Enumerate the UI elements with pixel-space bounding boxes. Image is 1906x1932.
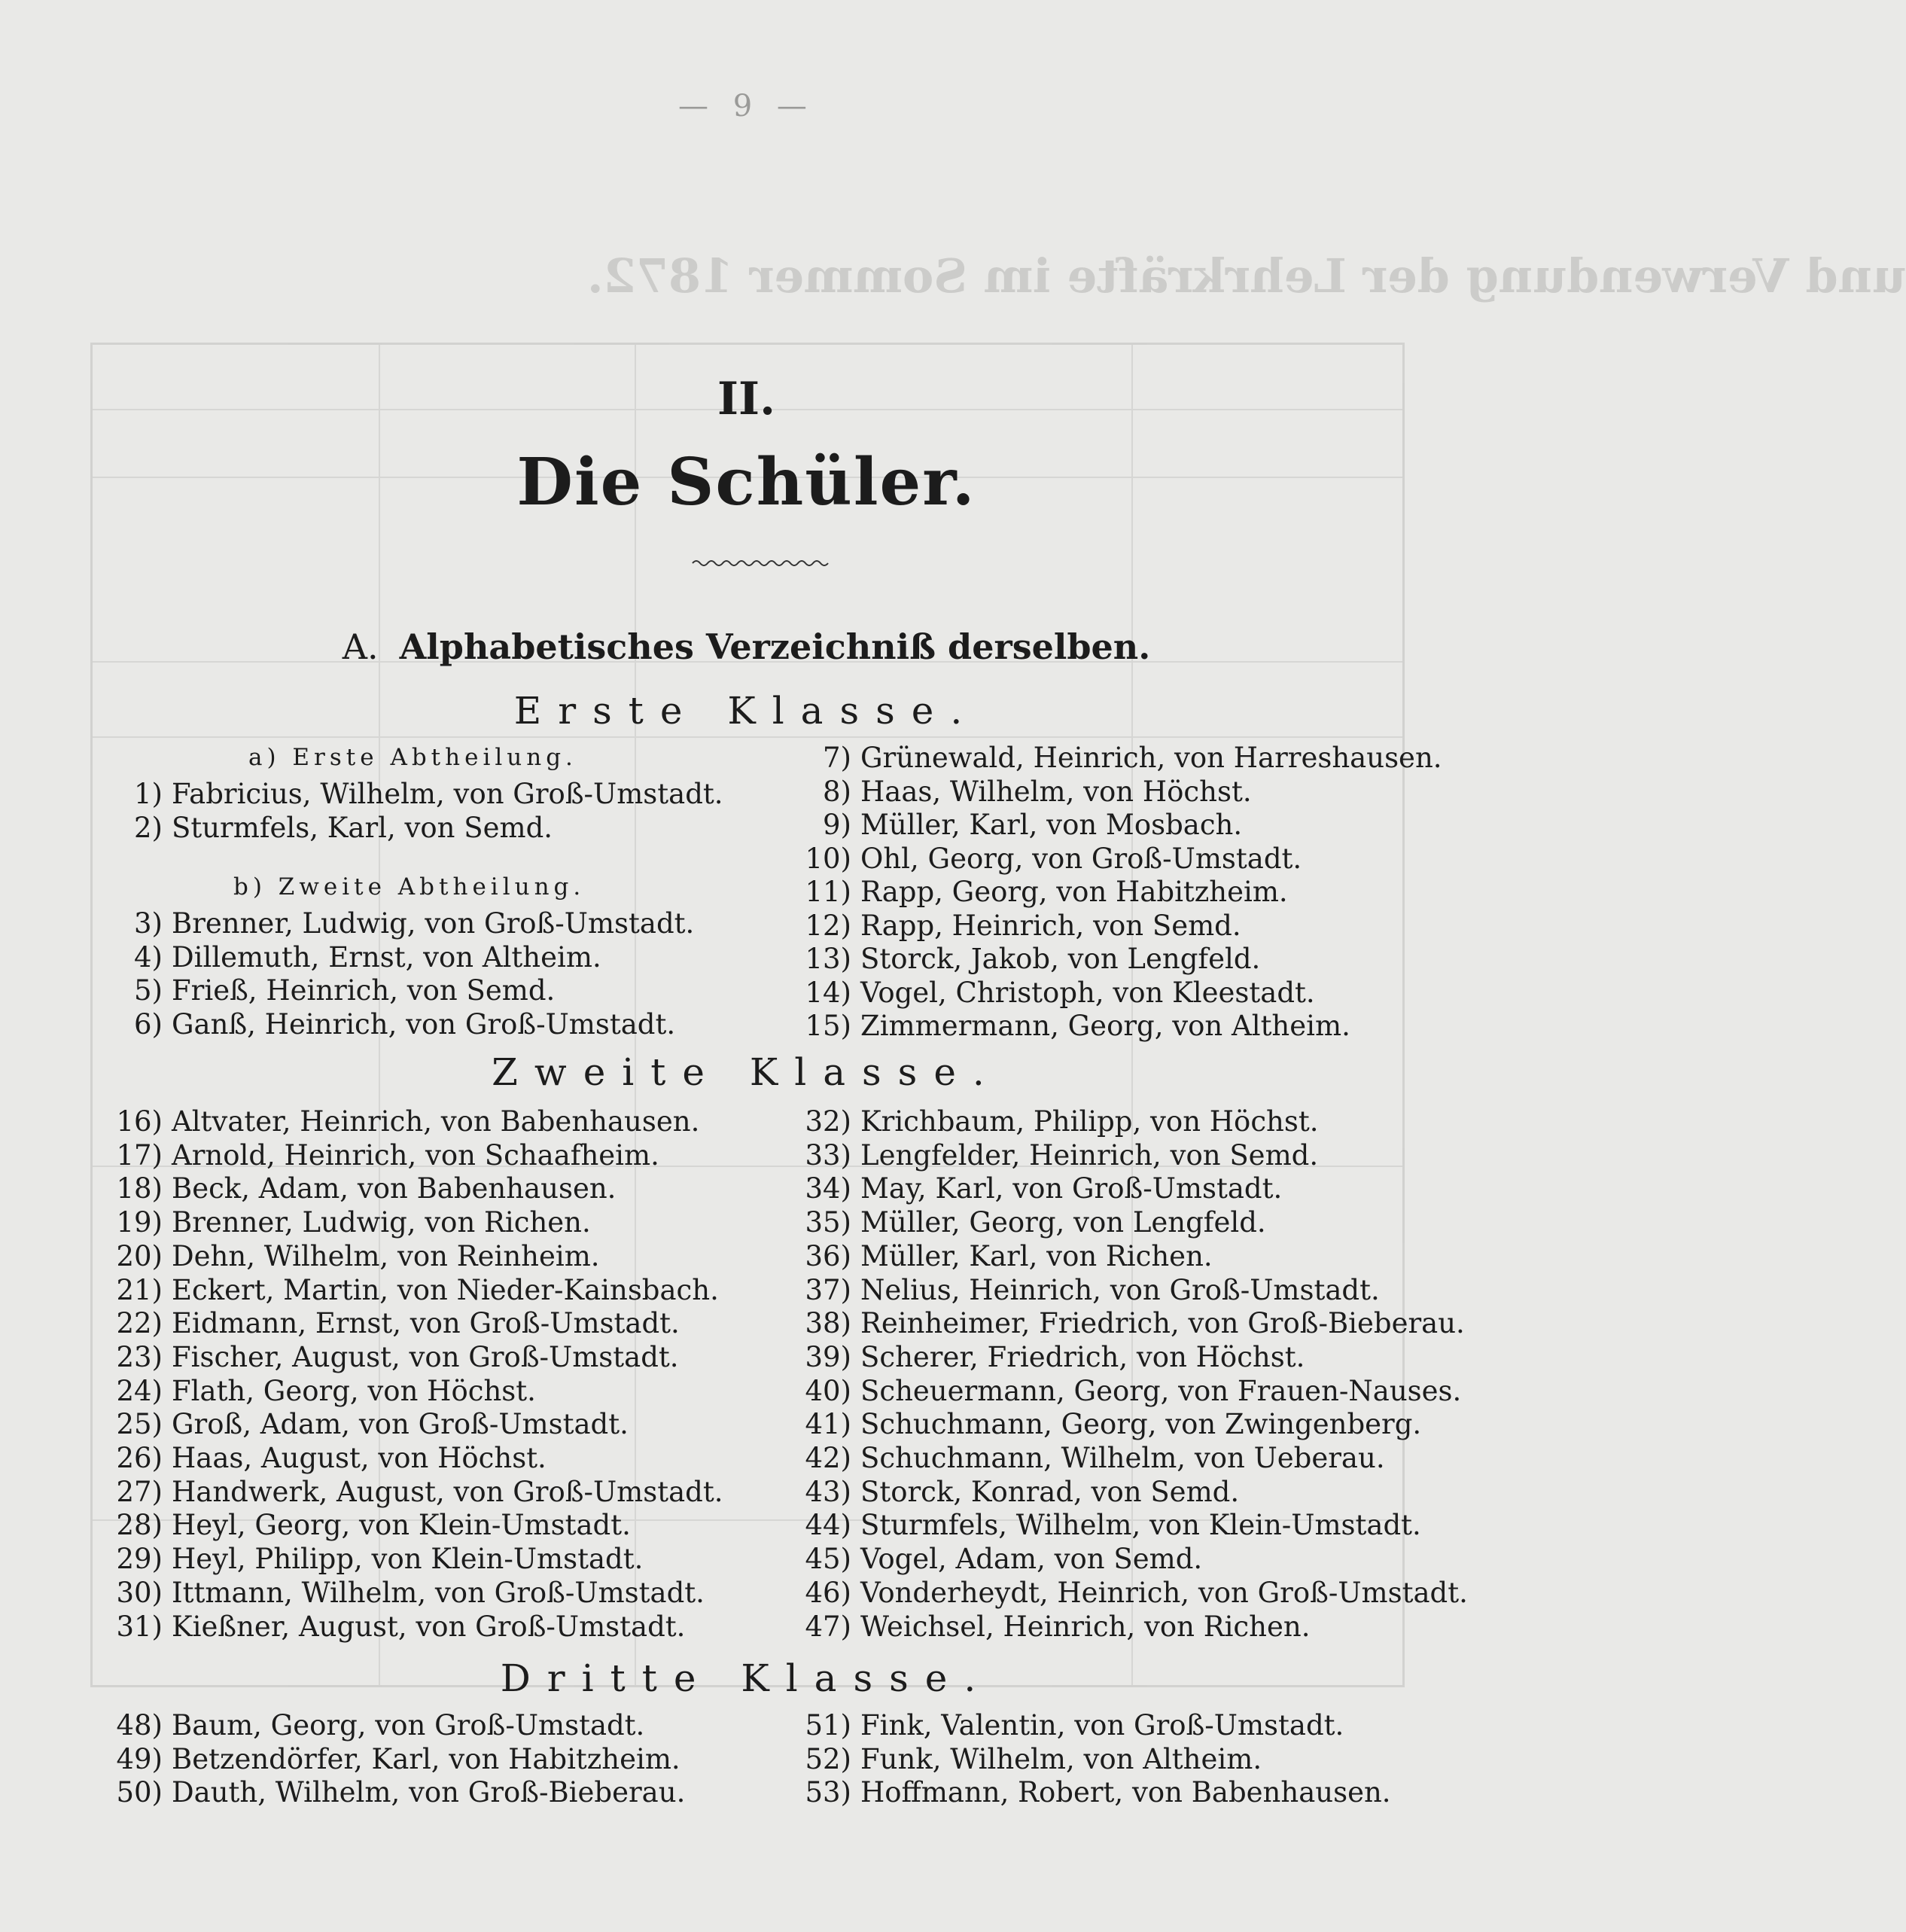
student-entry bbox=[779, 1543, 1202, 1576]
student-entry bbox=[779, 809, 1242, 842]
student-number: 1) bbox=[134, 778, 163, 810]
student-number: 16) bbox=[116, 1105, 163, 1138]
student-name: Sturmfels, Karl, von Semd. bbox=[172, 811, 553, 844]
section-number: II. bbox=[717, 373, 776, 425]
student-name: Grünewald, Heinrich, von Harreshausen. bbox=[860, 742, 1442, 774]
student-entry bbox=[779, 1577, 1468, 1610]
student-entry bbox=[779, 1139, 1318, 1172]
student-name: Vogel, Adam, von Semd. bbox=[860, 1543, 1203, 1576]
student-number: 26) bbox=[116, 1442, 163, 1474]
student-name: Kießner, August, von Groß-Umstadt. bbox=[172, 1610, 686, 1643]
student-number: 34) bbox=[805, 1172, 851, 1205]
student-entry bbox=[779, 1611, 1310, 1644]
student-entry bbox=[779, 742, 1442, 775]
class-heading-zweite: Zweite Klasse. bbox=[492, 1050, 1001, 1094]
subdivision-heading-a: a) Erste Abtheilung. bbox=[248, 744, 577, 771]
student-number: 39) bbox=[805, 1340, 851, 1373]
student-name: Haas, August, von Höchst. bbox=[172, 1442, 547, 1474]
student-number: 4) bbox=[134, 940, 163, 974]
student-name: Flath, Georg, von Höchst. bbox=[172, 1374, 536, 1407]
student-name: Fischer, August, von Groß-Umstadt. bbox=[172, 1340, 679, 1373]
student-entry bbox=[779, 843, 1302, 876]
student-number: 38) bbox=[805, 1307, 851, 1340]
student-name: Frieß, Heinrich, von Semd. bbox=[172, 974, 556, 1007]
student-number: 30) bbox=[116, 1576, 163, 1609]
student-entry bbox=[90, 1543, 643, 1576]
student-entry bbox=[779, 1341, 1305, 1374]
student-number: 5) bbox=[134, 974, 163, 1007]
student-name: Lengfelder, Heinrich, von Semd. bbox=[860, 1138, 1319, 1172]
student-name: Heyl, Philipp, von Klein-Umstadt. bbox=[172, 1543, 644, 1576]
student-name: Vonderheydt, Heinrich, von Groß-Umstadt. bbox=[860, 1576, 1468, 1609]
student-number: 7) bbox=[823, 742, 851, 774]
student-entry bbox=[779, 1509, 1421, 1542]
student-entry bbox=[779, 1010, 1350, 1043]
student-name: Rapp, Georg, von Habitzheim. bbox=[860, 876, 1288, 908]
student-number: 28) bbox=[116, 1509, 163, 1542]
student-number: 40) bbox=[805, 1374, 851, 1407]
student-number: 51) bbox=[805, 1709, 851, 1742]
student-name: Weichsel, Heinrich, von Richen. bbox=[860, 1610, 1311, 1643]
student-entry bbox=[90, 1509, 631, 1542]
student-number: 19) bbox=[116, 1206, 163, 1239]
student-entry bbox=[779, 1743, 1262, 1776]
student-entry bbox=[90, 1611, 685, 1644]
student-entry bbox=[90, 1709, 644, 1742]
student-name: Brenner, Ludwig, von Groß-Umstadt. bbox=[172, 907, 695, 940]
student-name: Baum, Georg, von Groß-Umstadt. bbox=[172, 1709, 645, 1742]
student-name: Fabricius, Wilhelm, von Groß-Umstadt. bbox=[172, 778, 723, 810]
student-name: Dehn, Wilhelm, von Reinheim. bbox=[172, 1239, 600, 1272]
student-name: Reinheimer, Friedrich, von Groß-Bieberau. bbox=[860, 1307, 1465, 1340]
student-entry bbox=[90, 941, 601, 974]
page-title: Die Schüler. bbox=[516, 444, 976, 520]
student-number: 33) bbox=[805, 1138, 851, 1172]
student-number: 45) bbox=[805, 1543, 851, 1576]
student-entry bbox=[90, 1341, 679, 1374]
student-name: Hoffmann, Robert, von Babenhausen. bbox=[860, 1776, 1391, 1809]
student-entry bbox=[779, 1307, 1465, 1340]
student-number: 32) bbox=[805, 1105, 851, 1138]
class-heading-erste: Erste Klasse. bbox=[513, 689, 979, 733]
student-number: 24) bbox=[116, 1374, 163, 1407]
student-number: 53) bbox=[805, 1776, 851, 1809]
student-number: 8) bbox=[823, 775, 851, 808]
student-number: 37) bbox=[805, 1273, 851, 1306]
student-entry bbox=[90, 1408, 629, 1441]
student-number: 21) bbox=[116, 1273, 163, 1306]
student-entry bbox=[779, 1274, 1380, 1307]
subdivision-heading-b: b) Zweite Abtheilung. bbox=[233, 873, 586, 900]
student-number: 12) bbox=[805, 909, 851, 942]
student-entry bbox=[90, 1307, 680, 1340]
student-name: Vogel, Christoph, von Kleestadt. bbox=[860, 976, 1315, 1009]
student-entry bbox=[90, 1743, 680, 1776]
student-entry bbox=[90, 778, 723, 811]
student-entry bbox=[90, 1008, 675, 1041]
student-number: 23) bbox=[116, 1340, 163, 1373]
student-entry bbox=[90, 907, 694, 940]
student-entry bbox=[90, 1274, 719, 1307]
student-number: 14) bbox=[805, 976, 851, 1009]
student-number: 43) bbox=[805, 1475, 851, 1508]
student-entry bbox=[90, 812, 553, 845]
student-number: 49) bbox=[116, 1742, 163, 1775]
student-number: 17) bbox=[116, 1138, 163, 1172]
student-name: Betzendörfer, Karl, von Habitzheim. bbox=[172, 1742, 680, 1775]
student-entry bbox=[90, 974, 555, 1007]
student-entry bbox=[90, 1240, 600, 1273]
student-name: Schuchmann, Wilhelm, von Ueberau. bbox=[860, 1442, 1385, 1474]
student-name: Rapp, Heinrich, von Semd. bbox=[860, 909, 1241, 942]
student-number: 46) bbox=[805, 1576, 851, 1609]
student-entry bbox=[90, 1375, 536, 1408]
student-number: 31) bbox=[116, 1610, 163, 1643]
student-entry bbox=[779, 1240, 1213, 1273]
student-number: 15) bbox=[805, 1010, 851, 1042]
student-entry bbox=[779, 1476, 1239, 1509]
student-name: Arnold, Heinrich, von Schaafheim. bbox=[172, 1138, 659, 1172]
student-entry bbox=[90, 1442, 547, 1475]
student-name: Beck, Adam, von Babenhausen. bbox=[172, 1172, 617, 1205]
student-name: Dillemuth, Ernst, von Altheim. bbox=[172, 940, 601, 974]
student-entry bbox=[90, 1776, 685, 1809]
student-number: 10) bbox=[805, 842, 851, 875]
student-name: Schuchmann, Georg, von Zwingenberg. bbox=[860, 1408, 1422, 1441]
student-name: Handwerk, August, von Groß-Umstadt. bbox=[172, 1475, 723, 1508]
student-name: Müller, Karl, von Mosbach. bbox=[860, 809, 1243, 841]
student-name: Storck, Konrad, von Semd. bbox=[860, 1475, 1240, 1508]
student-number: 35) bbox=[805, 1206, 851, 1239]
student-number: 52) bbox=[805, 1742, 851, 1775]
student-name: Eidmann, Ernst, von Groß-Umstadt. bbox=[172, 1307, 680, 1340]
student-name: Scherer, Friedrich, von Höchst. bbox=[860, 1340, 1305, 1373]
student-number: 2) bbox=[134, 811, 163, 844]
student-name: Müller, Georg, von Lengfeld. bbox=[860, 1206, 1266, 1239]
student-entry bbox=[90, 1206, 591, 1239]
student-entry bbox=[779, 1442, 1385, 1475]
student-entry bbox=[779, 943, 1260, 976]
student-name: Müller, Karl, von Richen. bbox=[860, 1239, 1213, 1272]
student-name: Heyl, Georg, von Klein-Umstadt. bbox=[172, 1509, 631, 1542]
list-heading-mark: A. bbox=[342, 626, 379, 667]
student-entry bbox=[779, 977, 1315, 1010]
student-name: Dauth, Wilhelm, von Groß-Bieberau. bbox=[172, 1776, 686, 1809]
student-number: 27) bbox=[116, 1475, 163, 1508]
student-entry bbox=[779, 910, 1241, 943]
student-entry bbox=[90, 1577, 705, 1610]
student-name: Ganß, Heinrich, von Groß-Umstadt. bbox=[172, 1007, 676, 1041]
class-heading-dritte: Dritte Klasse. bbox=[500, 1656, 993, 1700]
student-number: 25) bbox=[116, 1408, 163, 1441]
ornament-divider bbox=[693, 556, 828, 571]
student-number: 47) bbox=[805, 1610, 851, 1643]
student-entry bbox=[779, 1375, 1461, 1408]
student-name: Eckert, Martin, von Nieder-Kainsbach. bbox=[172, 1273, 719, 1306]
student-entry bbox=[90, 1476, 723, 1509]
student-number: 44) bbox=[805, 1509, 851, 1542]
student-entry bbox=[779, 1408, 1421, 1441]
student-name: Ittmann, Wilhelm, von Groß-Umstadt. bbox=[172, 1576, 705, 1609]
student-entry bbox=[779, 876, 1288, 909]
student-number: 41) bbox=[805, 1408, 851, 1441]
student-number: 18) bbox=[116, 1172, 163, 1205]
bleed-through-heading: und Verwendung der Lehrkräfte im Sommer 1872. bbox=[587, 248, 1906, 303]
student-number: 11) bbox=[805, 876, 851, 908]
student-entry bbox=[779, 1776, 1391, 1809]
student-name: Groß, Adam, von Groß-Umstadt. bbox=[172, 1408, 629, 1441]
page-number: — 9 — bbox=[678, 89, 814, 123]
student-number: 13) bbox=[805, 943, 851, 975]
student-name: Zimmermann, Georg, von Altheim. bbox=[860, 1010, 1350, 1042]
student-name: Nelius, Heinrich, von Groß-Umstadt. bbox=[860, 1273, 1380, 1306]
student-number: 22) bbox=[116, 1307, 163, 1340]
student-entry bbox=[90, 1105, 699, 1138]
student-number: 36) bbox=[805, 1239, 851, 1272]
student-number: 6) bbox=[134, 1007, 163, 1041]
student-name: Scheuermann, Georg, von Frauen-Nauses. bbox=[860, 1374, 1462, 1407]
student-name: Krichbaum, Philipp, von Höchst. bbox=[860, 1105, 1319, 1138]
student-number: 48) bbox=[116, 1709, 163, 1742]
student-name: Altvater, Heinrich, von Babenhausen. bbox=[172, 1105, 700, 1138]
student-name: May, Karl, von Groß-Umstadt. bbox=[860, 1172, 1283, 1205]
student-number: 9) bbox=[823, 809, 851, 841]
list-heading bbox=[0, 626, 1493, 667]
student-name: Sturmfels, Wilhelm, von Klein-Umstadt. bbox=[860, 1509, 1421, 1542]
student-number: 20) bbox=[116, 1239, 163, 1272]
list-heading-text: Alphabetisches Verzeichniß derselben. bbox=[399, 626, 1151, 667]
student-name: Storck, Jakob, von Lengfeld. bbox=[860, 943, 1261, 975]
student-entry bbox=[779, 776, 1252, 809]
student-name: Ohl, Georg, von Groß-Umstadt. bbox=[860, 842, 1302, 875]
student-name: Brenner, Ludwig, von Richen. bbox=[172, 1206, 591, 1239]
student-name: Fink, Valentin, von Groß-Umstadt. bbox=[860, 1709, 1344, 1742]
student-number: 3) bbox=[134, 907, 163, 940]
student-name: Funk, Wilhelm, von Altheim. bbox=[860, 1742, 1262, 1775]
student-number: 42) bbox=[805, 1442, 851, 1474]
student-entry bbox=[779, 1105, 1319, 1138]
student-number: 29) bbox=[116, 1543, 163, 1576]
student-number: 50) bbox=[116, 1776, 163, 1809]
student-name: Haas, Wilhelm, von Höchst. bbox=[860, 775, 1252, 808]
student-entry bbox=[779, 1172, 1282, 1205]
student-entry bbox=[779, 1206, 1266, 1239]
student-entry bbox=[90, 1139, 659, 1172]
student-entry bbox=[90, 1172, 616, 1205]
student-entry bbox=[779, 1709, 1344, 1742]
